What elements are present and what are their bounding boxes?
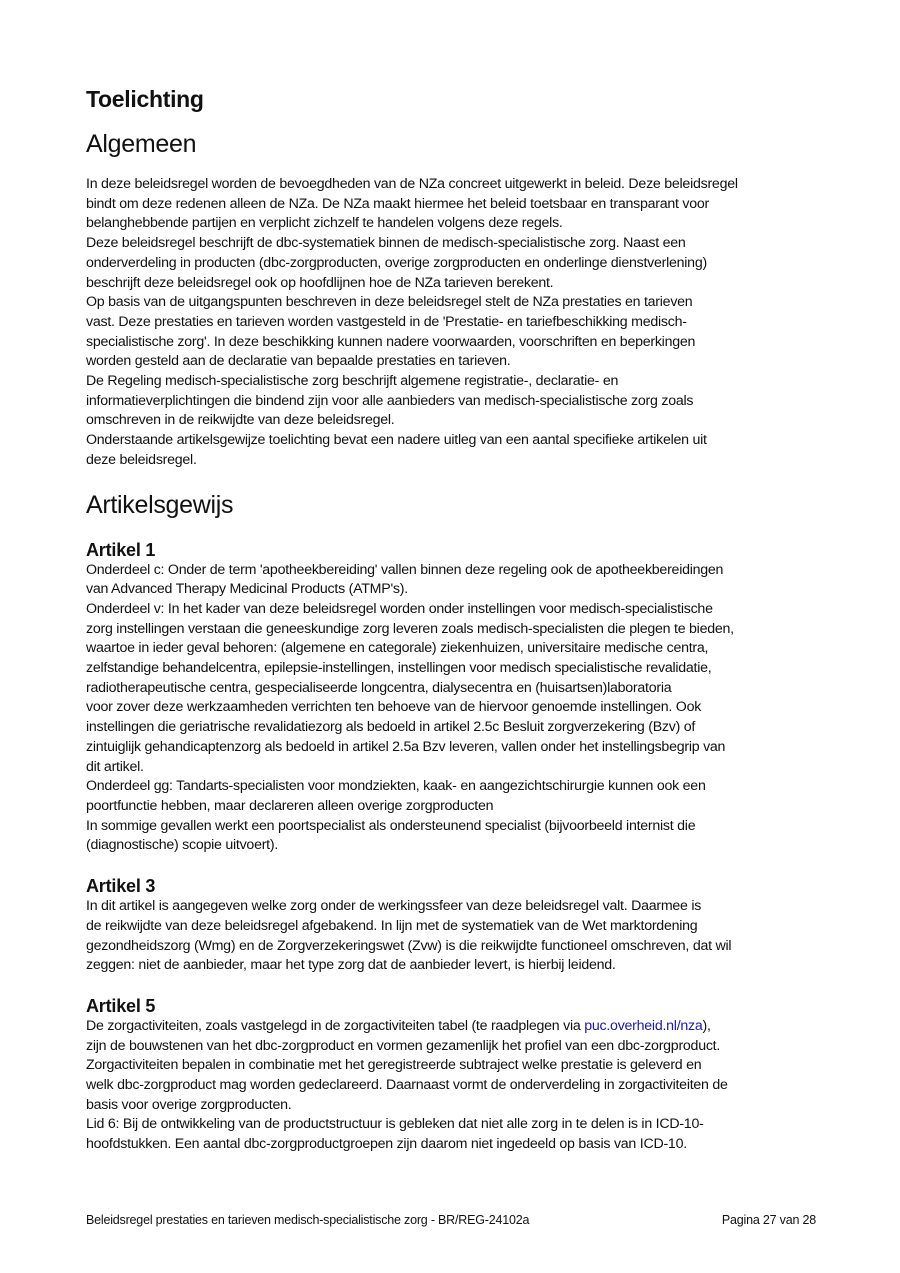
footer-document-title: Beleidsregel prestaties en tarieven medisch-specialistische zorg - BR/REG-24102a bbox=[86, 1213, 530, 1227]
paragraph-line: zijn de bouwstenen van het dbc-zorgproduct en vormen gezamenlijk het profiel van een dbc-zorgproduct. bbox=[86, 1037, 721, 1054]
paragraph-line: welk dbc-zorgproduct mag worden gedeclareerd. Daarnaast vormt de onderverdeling in zorgactiviteiten de bbox=[86, 1077, 728, 1094]
paragraph-line: de reikwijdte van deze beleidsregel afgebakend. In lijn met de systematiek van de Wet marktordening bbox=[86, 917, 698, 934]
paragraph-line: In dit artikel is aangegeven welke zorg onder de werkingssfeer van deze beleidsregel valt. Daarmee is bbox=[86, 898, 702, 915]
paragraph-line: waartoe in ieder geval behoren: (algemene en categorale) ziekenhuizen, universitaire medische centra, bbox=[86, 640, 709, 657]
paragraph-line: Lid 6: Bij de ontwikkeling van de productstructuur is gebleken dat niet alle zorg in te delen is in ICD-10- bbox=[86, 1116, 704, 1133]
paragraph-line: poortfunctie hebben, maar declareren alleen overige zorgproducten bbox=[86, 797, 494, 814]
text-before-link: De zorgactiviteiten, zoals vastgelegd in de zorgactiviteiten tabel (te raadplegen via bbox=[86, 1017, 585, 1034]
paragraph-line: Zorgactiviteiten bepalen in combinatie met het geregistreerde subtraject welke prestatie is geleverd en bbox=[86, 1057, 702, 1074]
paragraph-line: van Advanced Therapy Medicinal Products (ATMP's). bbox=[86, 581, 408, 598]
paragraph-line: Onderdeel c: Onder de term 'apotheekbereiding' vallen binnen deze regeling ook de apotheekbereidingen bbox=[86, 561, 724, 578]
article-heading-1: Artikel 1 bbox=[86, 539, 156, 560]
footer-page-number: Pagina 27 van 28 bbox=[721, 1213, 816, 1227]
page-footer bbox=[86, 1213, 816, 1227]
section-heading-artikelsgewijs: Artikelsgewijs bbox=[86, 490, 234, 519]
paragraph-line bbox=[86, 1017, 816, 1037]
paragraph-line: belanghebbende partijen en verplicht zichzelf te handelen volgens deze regels. bbox=[86, 215, 563, 232]
puc-overheid-link[interactable]: puc.overheid.nl/nza bbox=[584, 1017, 703, 1034]
paragraph-line: dit artikel. bbox=[86, 758, 144, 775]
paragraph-line: informatieverplichtingen die bindend zijn voor alle aanbieders van medisch-specialistische zorg zoals bbox=[86, 392, 694, 409]
article-body-1 bbox=[86, 561, 816, 857]
paragraph-line: deze beleidsregel. bbox=[86, 451, 197, 468]
article-body-5 bbox=[86, 1017, 816, 1155]
paragraph-line: Onderstaande artikelsgewijze toelichting bevat een nadere uitleg van een aantal specifieke artikelen uit bbox=[86, 432, 707, 449]
paragraph-line: Onderdeel gg: Tandarts-specialisten voor mondziekten, kaak- en aangezichtschirurgie kunnen ook een bbox=[86, 778, 706, 795]
paragraph-line: zeggen: niet de aanbieder, maar het type zorg dat de aanbieder levert, is hierbij leidend. bbox=[86, 957, 616, 974]
section-heading-algemeen: Algemeen bbox=[86, 130, 197, 158]
paragraph-line: In deze beleidsregel worden de bevoegdheden van de NZa concreet uitgewerkt in beleid. Deze beleidsregel bbox=[86, 176, 738, 192]
paragraph-line: Op basis van de uitgangspunten beschreven in deze beleidsregel stelt de NZa prestaties en tarieven bbox=[86, 294, 693, 311]
paragraph-line: In sommige gevallen werkt een poortspecialist als ondersteunend specialist (bijvoorbeeld internist die bbox=[86, 817, 696, 834]
paragraph-line: basis voor overige zorgproducten. bbox=[86, 1096, 292, 1113]
paragraph-line: onderverdeling in producten (dbc-zorgproducten, overige zorgproducten en onderlinge dienstverlening) bbox=[86, 254, 707, 271]
paragraph-line: vast. Deze prestaties en tarieven worden vastgesteld in de 'Prestatie- en tariefbeschikking medisch- bbox=[86, 313, 687, 330]
page-title: Toelichting bbox=[86, 86, 204, 112]
article-heading-5: Artikel 5 bbox=[86, 995, 156, 1016]
paragraph-line: (diagnostische) scopie uitvoert). bbox=[86, 837, 279, 854]
paragraph-line: Onderdeel v: In het kader van deze beleidsregel worden onder instellingen voor medisch-specialistische bbox=[86, 600, 713, 617]
paragraph-line: Deze beleidsregel beschrijft de dbc-systematiek binnen de medisch-specialistische zorg. Naast een bbox=[86, 235, 686, 252]
paragraph-line: omschreven in de reikwijdte van deze beleidsregel. bbox=[86, 412, 395, 429]
paragraph-line: hoofdstukken. Een aantal dbc-zorgproductgroepen zijn daarom niet ingedeeld op basis van ICD-10. bbox=[86, 1136, 687, 1153]
paragraph-line: De Regeling medisch-specialistische zorg beschrijft algemene registratie-, declaratie- en bbox=[86, 373, 619, 390]
paragraph-line: beschrijft deze beleidsregel ook op hoofdlijnen hoe de NZa tarieven berekent. bbox=[86, 274, 554, 291]
paragraph-line: zorg instellingen verstaan die geneeskundige zorg leveren zoals medisch-specialisten die plegen te bieden, bbox=[86, 620, 734, 637]
document-page bbox=[86, 84, 816, 1155]
article-heading-3: Artikel 3 bbox=[86, 876, 156, 897]
paragraph-line: worden gesteld aan de declaratie van bepaalde prestaties en tarieven. bbox=[86, 353, 511, 370]
paragraph-line: specialistische zorg'. In deze beschikking kunnen nadere voorwaarden, voorschriften en beperkingen bbox=[86, 333, 696, 350]
paragraph-line: instellingen die geriatrische revalidatiezorg als bedoeld in artikel 2.5c Besluit zorgverzekering (Bzv) of bbox=[86, 719, 696, 736]
text-after-link: ), bbox=[702, 1017, 711, 1034]
article-body-3 bbox=[86, 897, 816, 976]
paragraph-line: zintuiglijk gehandicaptenzorg als bedoeld in artikel 2.5a Bzv leveren, vallen onder het instellingsbegrip van bbox=[86, 738, 726, 755]
paragraph-line: voor zover deze werkzaamheden verrichten ten behoeve van de hiervoor genoemde instellingen. Ook bbox=[86, 699, 702, 716]
paragraph-line: gezondheidszorg (Wmg) en de Zorgverzekeringswet (Zvw) is die reikwijdte functioneel omschreven, dat wil bbox=[86, 937, 732, 954]
section-body-algemeen bbox=[86, 175, 816, 471]
paragraph-line: radiotherapeutische centra, gespecialiseerde longcentra, dialysecentra en (huisartsen)laboratoria bbox=[86, 679, 672, 696]
paragraph-line: zelfstandige behandelcentra, epilepsie-instellingen, instellingen voor medisch specialistische revalidatie, bbox=[86, 660, 712, 677]
paragraph-line: bindt om deze redenen alleen de NZa. De NZa maakt hiermee het beleid toetsbaar en transparant voor bbox=[86, 195, 709, 212]
